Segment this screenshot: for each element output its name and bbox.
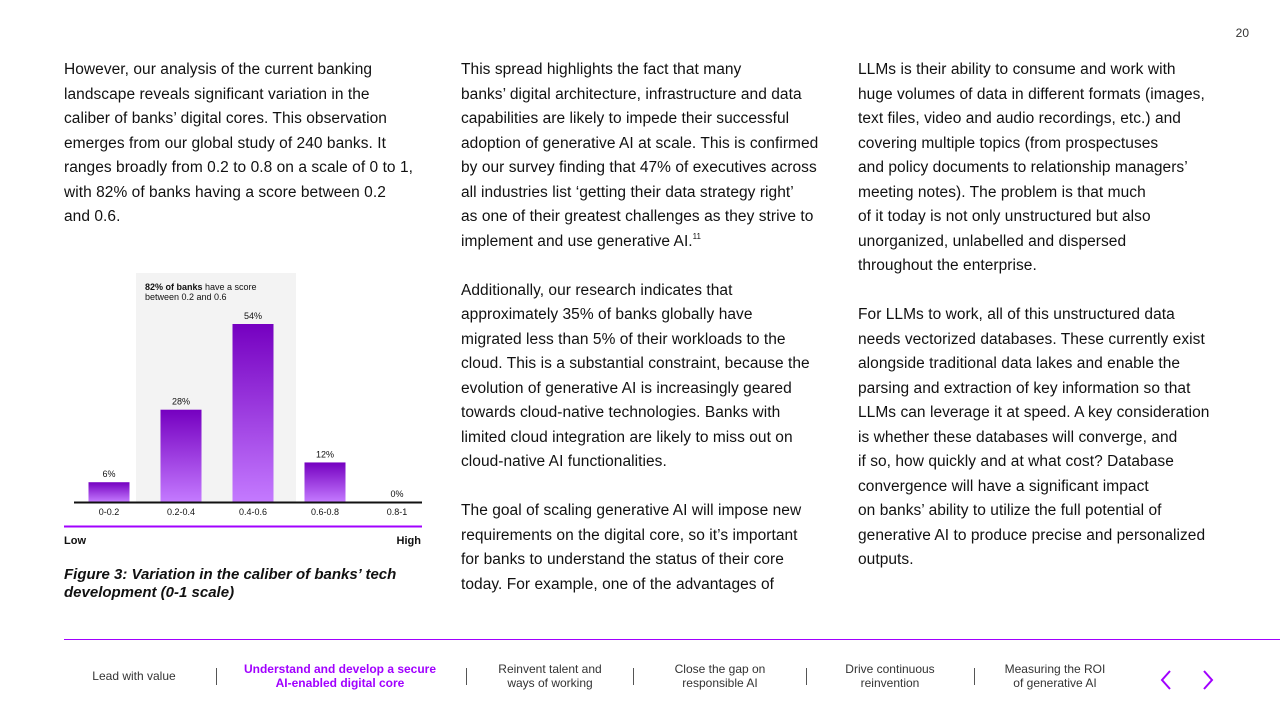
column-3-text bbox=[858, 58, 1220, 573]
nav-label-line1: Drive continuous bbox=[845, 662, 935, 676]
scale-low-label: Low bbox=[64, 535, 86, 547]
nav-label-line2: responsible AI bbox=[682, 676, 758, 690]
column-2-text bbox=[461, 58, 823, 597]
text-line: all industries list ‘getting their data strategy right’ bbox=[461, 183, 794, 201]
footnote-ref[interactable]: 11 bbox=[692, 231, 702, 241]
text-line: covering multiple topics (from prospectuses bbox=[858, 134, 1159, 152]
nav-separator bbox=[216, 668, 217, 685]
page-number: 20 bbox=[1235, 26, 1249, 40]
text-line: on banks’ ability to utilize the full potential of bbox=[858, 502, 1162, 519]
text-line: and policy documents to relationship managers’ bbox=[858, 159, 1188, 176]
text-line: ranges broadly from 0.2 to 0.8 on a scale of 0 to 1, bbox=[64, 159, 413, 176]
bar-value-label: 28% bbox=[171, 396, 191, 407]
text-line: with 82% of banks having a score between 0.2 bbox=[64, 183, 386, 201]
nav-label-line1: Understand and develop a secure bbox=[243, 662, 437, 676]
chart-annotation bbox=[145, 282, 257, 292]
text-line: approximately 35% of banks globally have bbox=[461, 306, 753, 323]
text-line: The goal of scaling generative AI will impose new bbox=[461, 502, 802, 519]
text-line bbox=[461, 230, 823, 255]
nav-digital-core[interactable] bbox=[240, 662, 440, 690]
bar-value-label: 6% bbox=[102, 469, 116, 480]
text-line: is whether these databases will converge, and bbox=[858, 428, 1178, 446]
nav-lead-with-value[interactable] bbox=[84, 669, 184, 683]
x-tick-label: 0.2-0.4 bbox=[166, 507, 196, 517]
nav-separator bbox=[974, 668, 975, 685]
text-line: outputs. bbox=[858, 551, 914, 568]
bar-value-label: 54% bbox=[243, 311, 263, 321]
text-fragment: implement and use generative AI. bbox=[461, 232, 693, 250]
x-tick-label: 0.4-0.6 bbox=[238, 507, 268, 517]
text-line: LLMs can leverage it at speed. A key consideration bbox=[858, 404, 1210, 421]
nav-label-line2: reinvention bbox=[860, 676, 920, 690]
text-line: towards cloud-native technologies. Banks with bbox=[461, 404, 781, 421]
nav-continuous-reinvention[interactable] bbox=[830, 662, 950, 690]
text-line: cloud-native AI functionalities. bbox=[461, 453, 667, 470]
x-tick-label: 0.6-0.8 bbox=[310, 507, 340, 517]
bar-0.6-0.8 bbox=[305, 462, 346, 502]
text-line: of it today is not only unstructured but also bbox=[858, 208, 1151, 225]
nav-separator bbox=[633, 668, 634, 685]
text-line: migrated less than 5% of their workloads to the bbox=[461, 330, 786, 348]
annotation-bold: 82% of banks bbox=[145, 282, 203, 292]
text-line: by our survey finding that 47% of executives across bbox=[461, 159, 817, 176]
score-distribution-chart bbox=[64, 272, 424, 552]
footer-divider bbox=[64, 639, 1280, 640]
text-line: unorganized, unlabelled and dispersed bbox=[858, 232, 1127, 250]
nav-label-line2: AI-enabled digital core bbox=[275, 676, 405, 690]
text-line: banks’ digital architecture, infrastructure and data bbox=[461, 85, 802, 103]
x-tick-label: 0-0.2 bbox=[98, 507, 120, 517]
text-line: caliber of banks’ digital cores. This observation bbox=[64, 110, 387, 127]
annotation-rest: have a score bbox=[202, 282, 257, 292]
column-1-text bbox=[64, 58, 424, 230]
text-line: This spread highlights the fact that many bbox=[461, 61, 742, 78]
text-line: text files, video and audio recordings, etc.) and bbox=[858, 110, 1181, 127]
nav-label: Lead with value bbox=[92, 669, 176, 683]
x-tick-label: 0.8-1 bbox=[386, 507, 408, 517]
scale-high-label: High bbox=[396, 535, 421, 547]
text-line: meeting notes). The problem is that much bbox=[858, 183, 1146, 201]
text-line: evolution of generative AI is increasingly geared bbox=[461, 379, 792, 397]
text-line: Additionally, our research indicates that bbox=[461, 281, 733, 299]
text-line: limited cloud integration are likely to miss out on bbox=[461, 428, 793, 446]
nav-label-line2: ways of working bbox=[507, 676, 593, 690]
text-line: landscape reveals significant variation in the bbox=[64, 85, 370, 103]
bar-0.4-0.6 bbox=[233, 324, 274, 502]
nav-separator bbox=[466, 668, 467, 685]
text-line: today. For example, one of the advantages of bbox=[461, 575, 774, 593]
text-line: LLMs is their ability to consume and work with bbox=[858, 61, 1176, 78]
chevron-right-icon[interactable] bbox=[1195, 668, 1219, 692]
nav-measuring-roi[interactable] bbox=[995, 662, 1115, 690]
nav-label-line1: Reinvent talent and bbox=[498, 662, 602, 676]
nav-label-line1: Close the gap on bbox=[674, 662, 766, 676]
text-line: parsing and extraction of key information so that bbox=[858, 379, 1191, 397]
nav-label-line1: Measuring the ROI bbox=[1004, 662, 1106, 676]
text-line: throughout the enterprise. bbox=[858, 257, 1037, 274]
text-line: for banks to understand the status of their core bbox=[461, 551, 784, 568]
text-line: However, our analysis of the current banking bbox=[64, 61, 373, 78]
bar-0-0.2 bbox=[89, 482, 130, 502]
text-line: For LLMs to work, all of this unstructured data bbox=[858, 306, 1175, 323]
bar-value-label: 0% bbox=[390, 489, 404, 499]
text-line: needs vectorized databases. These currently exist bbox=[858, 330, 1205, 348]
text-line: generative AI to produce precise and personalized bbox=[858, 526, 1206, 544]
bar-value-label: 12% bbox=[315, 449, 335, 460]
text-line: emerges from our global study of 240 banks. It bbox=[64, 134, 386, 152]
nav-reinvent-talent[interactable] bbox=[490, 662, 610, 690]
text-line: capabilities are likely to impede their successful bbox=[461, 110, 790, 127]
text-line: cloud. This is a substantial constraint, because the bbox=[461, 355, 810, 372]
nav-separator bbox=[806, 668, 807, 685]
figure-title: Figure 3: Variation in the caliber of banks’ tech development (0-1 scale) bbox=[64, 566, 397, 601]
text-line: and 0.6. bbox=[64, 208, 121, 225]
text-line: as one of their greatest challenges as they strive to bbox=[461, 208, 814, 225]
text-line: convergence will have a significant impact bbox=[858, 477, 1149, 495]
text-line: if so, how quickly and at what cost? Database bbox=[858, 453, 1174, 470]
text-line: alongside traditional data lakes and enable the bbox=[858, 355, 1181, 372]
chevron-left-icon[interactable] bbox=[1155, 668, 1179, 692]
nav-responsible-ai[interactable] bbox=[660, 662, 780, 690]
text-line: huge volumes of data in different formats (images, bbox=[858, 85, 1205, 103]
text-line: requirements on the digital core, so it’s important bbox=[461, 526, 798, 544]
bar-0.2-0.4 bbox=[161, 410, 202, 502]
chart-annotation-line2: between 0.2 and 0.6 bbox=[145, 292, 227, 302]
text-line: adoption of generative AI at scale. This is confirmed bbox=[461, 134, 819, 152]
nav-label-line2: of generative AI bbox=[1013, 676, 1097, 690]
